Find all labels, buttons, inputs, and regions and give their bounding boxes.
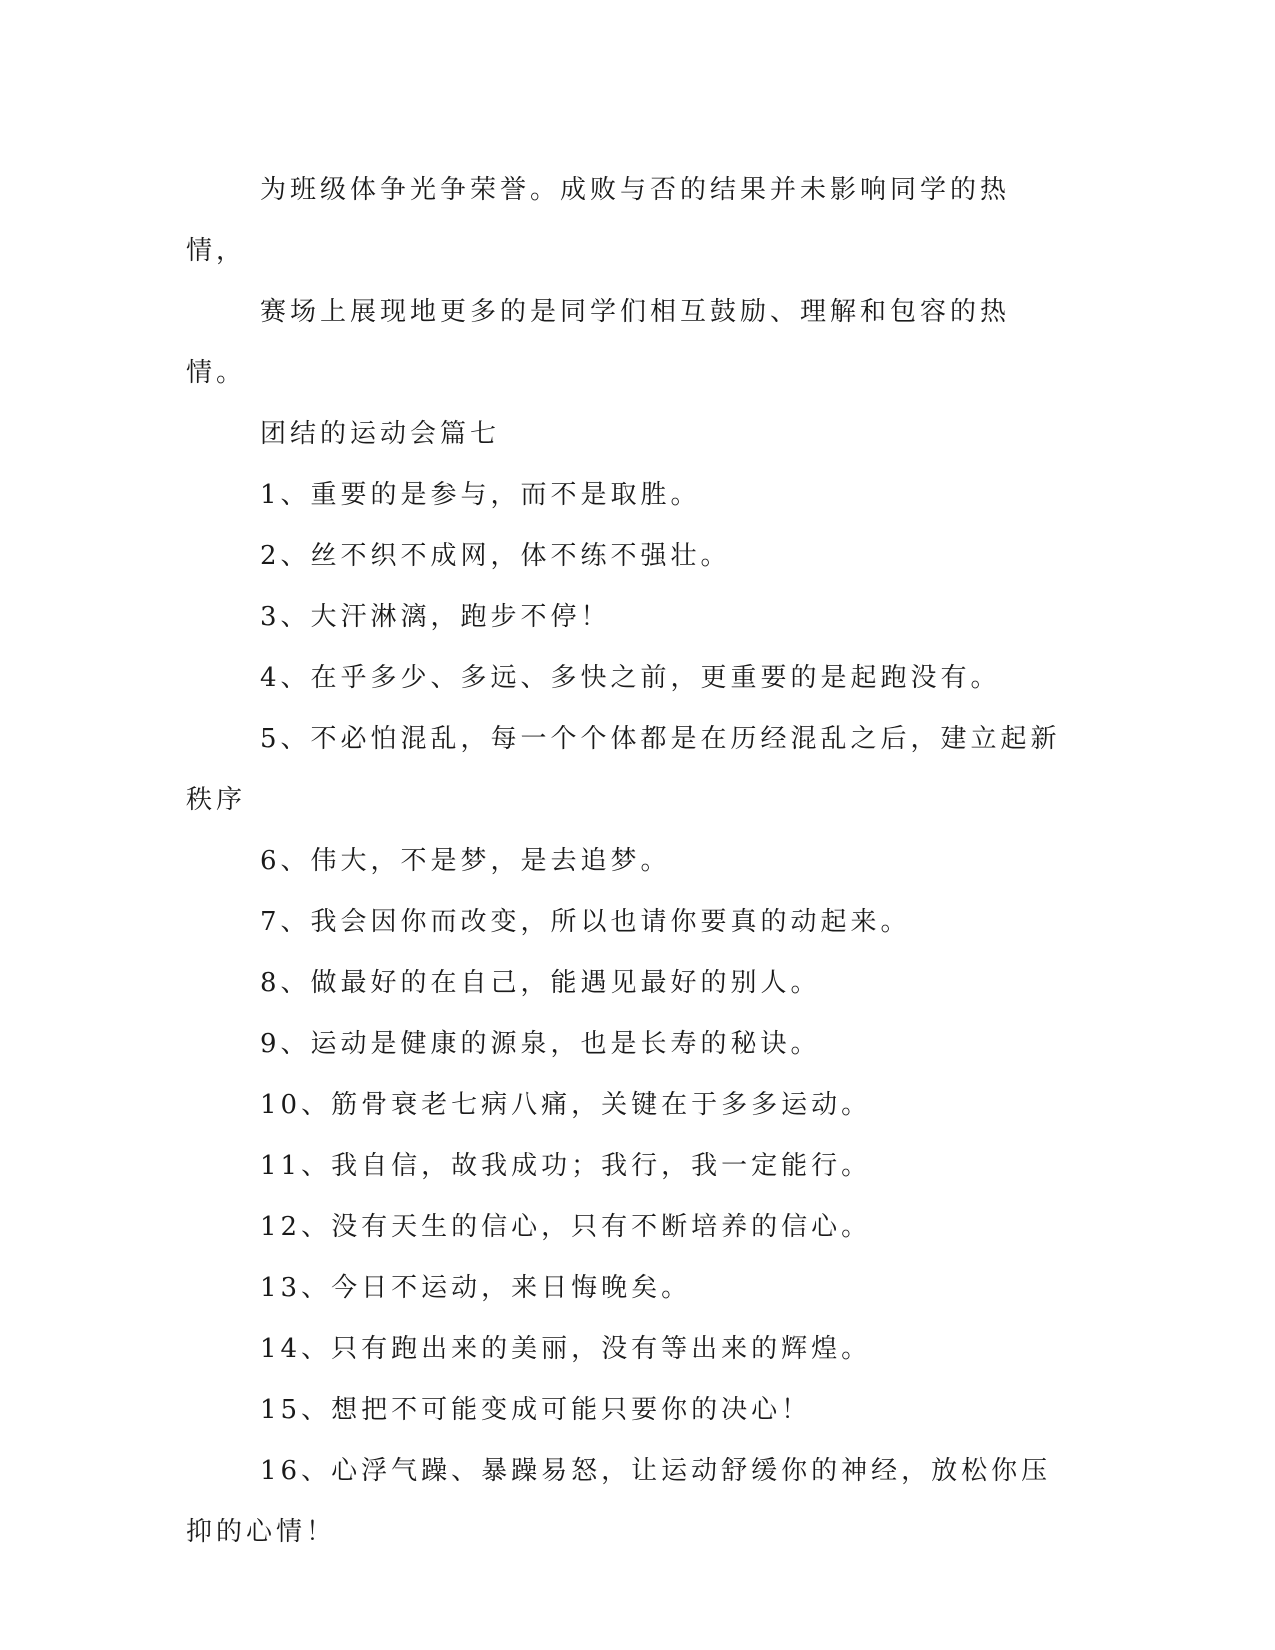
paragraph-continued-2: 赛场上展现地更多的是同学们相互鼓励、理解和包容的热情。 <box>186 297 1011 388</box>
list-item-6: 6、伟大，不是梦，是去追梦。 <box>260 846 671 876</box>
list-item-16: 16、心浮气躁、暴躁易怒，让运动舒缓你的神经，放松你压抑的心情！ <box>186 1456 1052 1547</box>
list-item-4: 4、在乎多少、多远、多快之前，更重要的是起跑没有。 <box>260 663 1001 693</box>
list-item-12: 12、没有天生的信心，只有不断培养的信心。 <box>260 1212 872 1242</box>
list-item-8: 8、做最好的在自己，能遇见最好的别人。 <box>260 968 821 998</box>
list-item-3: 3、大汗淋漓，跑步不停！ <box>260 602 611 632</box>
list-item-15: 15、想把不可能变成可能只要你的决心！ <box>260 1395 812 1425</box>
list-item-13: 13、今日不运动，来日悔晚矣。 <box>260 1273 692 1303</box>
list-item-1: 1、重要的是参与，而不是取胜。 <box>260 480 701 510</box>
list-item-9: 9、运动是健康的源泉，也是长寿的秘诀。 <box>260 1029 821 1059</box>
section-heading: 团结的运动会篇七 <box>260 419 501 449</box>
list-item-10: 10、筋骨衰老七病八痛，关键在于多多运动。 <box>260 1090 872 1120</box>
document-body <box>186 160 1066 1563</box>
list-item-11: 11、我自信，故我成功；我行，我一定能行。 <box>260 1151 872 1181</box>
list-item-14: 14、只有跑出来的美丽，没有等出来的辉煌。 <box>260 1334 872 1364</box>
paragraph-continued-1: 为班级体争光争荣誉。成败与否的结果并未影响同学的热情， <box>186 175 1011 266</box>
list-item-7: 7、我会因你而改变，所以也请你要真的动起来。 <box>260 907 911 937</box>
list-item-2: 2、丝不织不成网，体不练不强壮。 <box>260 541 731 571</box>
list-item-5: 5、不必怕混乱，每一个个体都是在历经混乱之后，建立起新秩序 <box>186 724 1061 815</box>
